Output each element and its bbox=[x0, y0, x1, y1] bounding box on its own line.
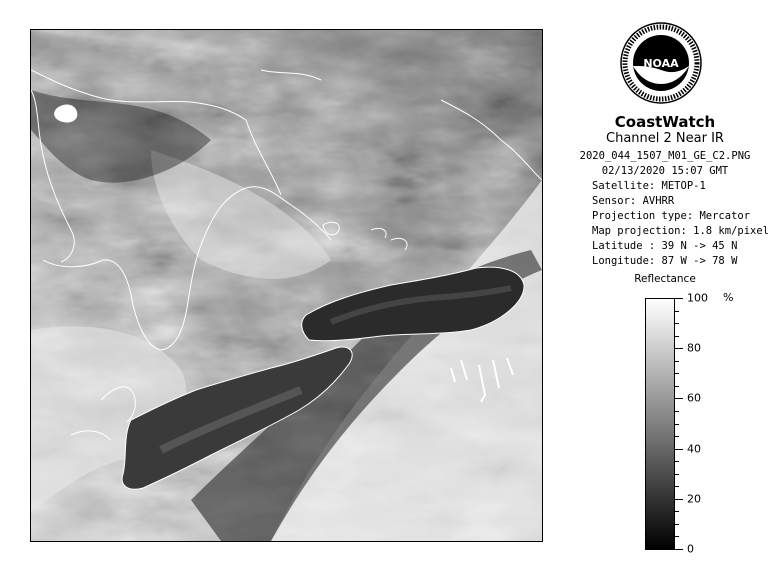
satellite-info: Satellite: METOP-1 bbox=[592, 180, 706, 192]
colorbar-minor-tick bbox=[675, 411, 679, 412]
colorbar-minor-tick bbox=[675, 336, 679, 337]
colorbar-major-tick bbox=[675, 449, 683, 450]
colorbar-minor-tick bbox=[675, 436, 679, 437]
colorbar-tick-label: 20 bbox=[687, 492, 701, 506]
colorbar-minor-tick bbox=[675, 536, 679, 537]
colorbar-major-tick bbox=[675, 549, 683, 550]
colorbar-minor-tick bbox=[675, 361, 679, 362]
file-name: 2020_044_1507_M01_GE_C2.PNG bbox=[579, 150, 751, 162]
colorbar-tick-label: 60 bbox=[687, 391, 701, 405]
logo-text: NOAA bbox=[643, 57, 679, 70]
colorbar-minor-tick bbox=[675, 323, 679, 324]
colorbar-tick-label: 0 bbox=[687, 542, 694, 556]
legend-panel bbox=[560, 18, 770, 563]
colorbar-major-tick bbox=[675, 348, 683, 349]
colorbar-title: Reflectance bbox=[634, 273, 696, 285]
longitude-range: Longitude: 87 W -> 78 W bbox=[592, 255, 738, 267]
colorbar-major-tick bbox=[675, 398, 683, 399]
channel-subtitle: Channel 2 Near IR bbox=[606, 131, 724, 146]
colorbar-major-tick bbox=[675, 298, 683, 299]
projection-type: Projection type: Mercator bbox=[592, 210, 751, 222]
colorbar-minor-tick bbox=[675, 511, 679, 512]
sensor-info: Sensor: AVHRR bbox=[592, 195, 675, 207]
product-title: CoastWatch bbox=[614, 113, 716, 131]
colorbar-minor-tick bbox=[675, 424, 679, 425]
satellite-image bbox=[30, 29, 543, 542]
colorbar-minor-tick bbox=[675, 486, 679, 487]
latitude-range: Latitude : 39 N -> 45 N bbox=[592, 240, 738, 252]
colorbar-minor-tick bbox=[675, 373, 679, 374]
date-time: 02/13/2020 15:07 GMT bbox=[601, 165, 729, 177]
colorbar-minor-tick bbox=[675, 474, 679, 475]
reflectance-colorbar bbox=[645, 298, 675, 550]
colorbar-tick-label: 80 bbox=[687, 341, 701, 355]
satellite-image-svg bbox=[31, 30, 542, 541]
noaa-logo-icon bbox=[620, 22, 702, 104]
colorbar-major-tick bbox=[675, 499, 683, 500]
colorbar-minor-tick bbox=[675, 311, 679, 312]
colorbar-minor-tick bbox=[675, 461, 679, 462]
colorbar-unit: % bbox=[723, 291, 734, 304]
colorbar-tick-label: 100 bbox=[687, 291, 708, 305]
colorbar-minor-tick bbox=[675, 386, 679, 387]
colorbar-tick-label: 40 bbox=[687, 442, 701, 456]
colorbar-minor-tick bbox=[675, 524, 679, 525]
colorbar-ticks bbox=[675, 291, 765, 556]
map-projection: Map projection: 1.8 km/pixel bbox=[592, 225, 770, 237]
